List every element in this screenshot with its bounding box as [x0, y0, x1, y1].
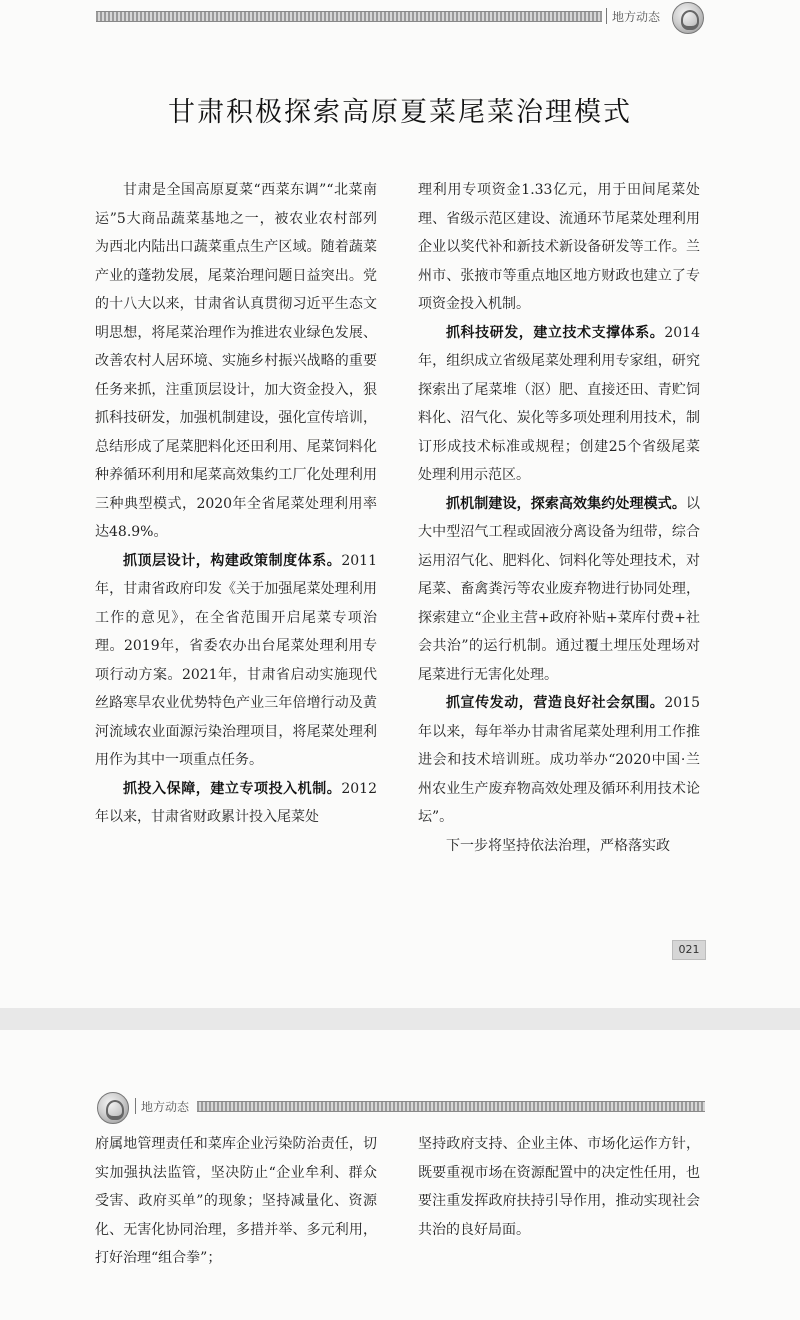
paragraph-text: 2012年以来，甘肃省财政累计投入尾菜处 — [95, 780, 377, 825]
left-column — [95, 176, 377, 832]
paragraph-heading: 抓宣传发动，营造良好社会氛围。 — [446, 695, 665, 711]
article-title: 甘肃积极探索高原夏菜尾菜治理模式 — [168, 97, 632, 128]
right-column — [418, 1130, 700, 1244]
left-column — [95, 1130, 377, 1273]
paragraph: 府属地管理责任和菜库企业污染防治责任，切实加强执法监管，坚决防止“企业牟利、群众受害、政府买单”的现象；坚持减量化、资源化、无害化协同治理，多措并举、多元利用，打好治理“组合拳”； — [95, 1136, 377, 1266]
paragraph-heading: 抓科技研发，建立技术支撑体系。 — [446, 324, 665, 341]
paragraph-text: 2015年以来，每年举办甘肃省尾菜处理利用工作推进会和技术培训班。成功举办“2020中国·兰州农业生产废弃物高效处理及循环利用技术论坛”。 — [418, 695, 700, 825]
paragraph-text: 2011年，甘肃省政府印发《关于加强尾菜处理利用工作的意见》，在全省范围开启尾菜专项治理。2019年，省委农办出台尾菜处理利用专项行动方案。2021年，甘肃省启动实施现代丝路寒旱农业优势特色产业三年倍增行动及黄河流域农业面源污染治理项目，将尾菜处理利用作为其中一项重点任务。 — [95, 552, 377, 768]
paragraph — [418, 490, 700, 690]
paragraph-text: 以大中型沼气工程或固液分离设备为纽带，综合运用沼气化、肥料化、饲料化等处理技术，对尾菜、畜禽粪污等农业废弃物进行协同处理，探索建立“企业主营+政府补贴+菜库付费+社会共治”的运行机制。通过覆土埋压处理场对尾菜进行无害化处理。 — [418, 495, 700, 683]
paragraph — [418, 689, 700, 832]
paragraph: 理利用专项资金1.33亿元，用于田间尾菜处理、省级示范区建设、流通环节尾菜处理利用企业以奖代补和新技术新设备研发等工作。兰州市、张掖市等重点地区地方财政也建立了专项资金投入机制。 — [418, 182, 700, 312]
paragraph-heading: 抓机制建设，探索高效集约处理模式。 — [446, 495, 686, 512]
paragraph-heading: 抓投入保障，建立专项投入机制。 — [123, 780, 342, 797]
page-gap — [0, 1008, 800, 1030]
magazine-page-next — [0, 1030, 800, 1320]
section-label: 地方动态 — [141, 1100, 190, 1114]
paragraph: 下一步将坚持依法治理，严格落实政 — [446, 837, 670, 854]
paragraph — [418, 319, 700, 490]
right-column — [418, 176, 700, 860]
paragraph-heading: 抓顶层设计，构建政策制度体系。 — [123, 552, 342, 569]
page-number: 021 — [672, 940, 706, 960]
header-rule — [96, 11, 602, 22]
header-separator — [135, 1098, 136, 1114]
paragraph — [95, 775, 377, 832]
emblem-icon — [672, 2, 704, 34]
emblem-icon — [97, 1092, 129, 1124]
header-rule — [197, 1101, 705, 1112]
paragraph — [95, 547, 377, 775]
intro-paragraph: 甘肃是全国高原夏菜“西菜东调”“北菜南运”5大商品蔬菜基地之一，被农业农村部列为西北内陆出口蔬菜重点生产区域。随着蔬菜产业的蓬勃发展，尾菜治理问题日益突出。党的十八大以来，甘肃省认真贯彻习近平生态文明思想，将尾菜治理作为推进农业绿色发展、改善农村人居环境、实施乡村振兴战略的重要任务来抓，注重顶层设计，加大资金投入，狠抓科技研发，加强机制建设，强化宣传培训，总结形成了尾菜肥料化还田利用、尾菜饲料化种养循环利用和尾菜高效集约工厂化处理利用三种典型模式，2020年全省尾菜处理利用率达48.9%。 — [95, 182, 377, 540]
paragraph: 坚持政府支持、企业主体、市场化运作方针，既要重视市场在资源配置中的决定性任用，也要注重发挥政府扶持引导作用，推动实现社会共治的良好局面。 — [418, 1136, 700, 1238]
section-label: 地方动态 — [612, 10, 661, 24]
paragraph-text: 2014年，组织成立省级尾菜处理利用专家组，研究探索出了尾菜堆（沤）肥、直接还田、青贮饲料化、沼气化、炭化等多项处理利用技术，制订形成技术标准或规程；创建25个省级尾菜处理利用示范区。 — [418, 324, 700, 483]
header-separator — [606, 8, 607, 24]
